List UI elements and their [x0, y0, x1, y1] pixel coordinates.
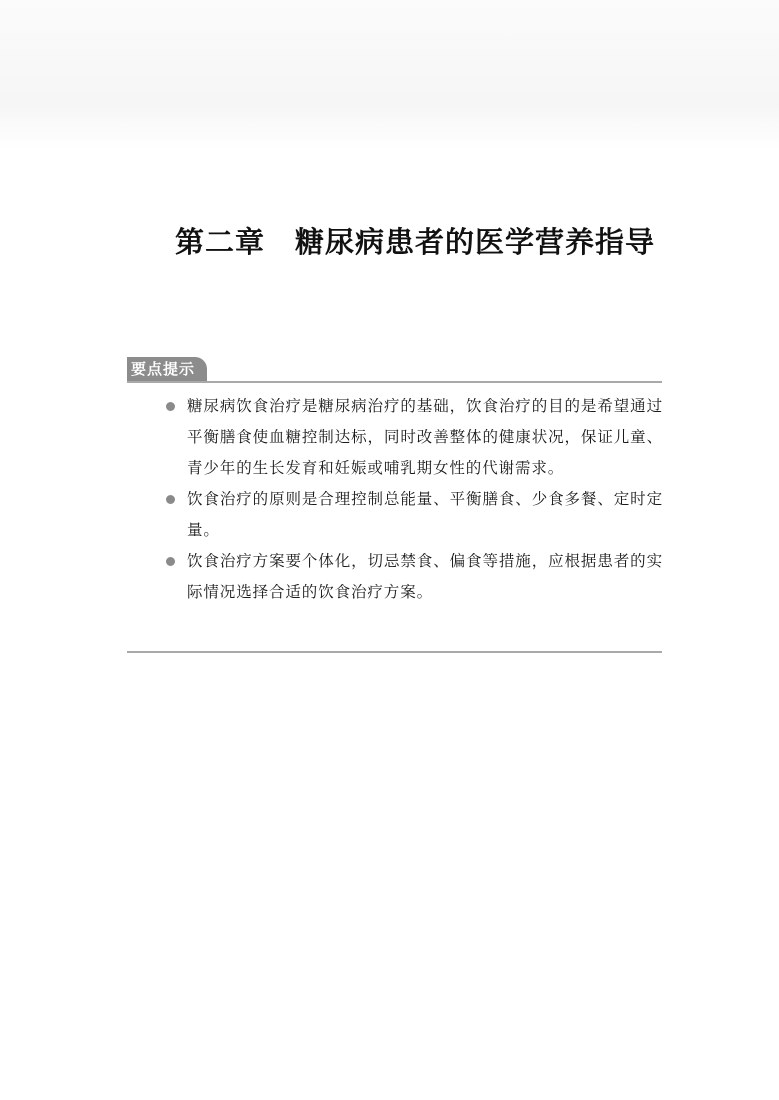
keypoint-item: [163, 546, 663, 608]
keypoints-box: [127, 357, 662, 653]
bullet-dot-icon: [166, 402, 175, 411]
bullet-dot-icon: [166, 557, 175, 566]
keypoints-list: [163, 391, 663, 608]
keypoint-text: 饮食治疗的原则是合理控制总能量、平衡膳食、少食多餐、定时定量。: [187, 490, 663, 539]
chapter-number: 第二章: [175, 225, 266, 259]
keypoint-item: [163, 391, 663, 484]
keypoint-item: [163, 484, 663, 546]
bullet-dot-icon: [166, 495, 175, 504]
chapter-name: 糖尿病患者的医学营养指导: [295, 225, 656, 259]
chapter-title: [175, 222, 675, 262]
keypoint-text: 饮食治疗方案要个体化，切忌禁食、偏食等措施，应根据患者的实际情况选择合适的饮食治疗方案。: [187, 552, 663, 601]
keypoint-text: 糖尿病饮食治疗是糖尿病治疗的基础，饮食治疗的目的是希望通过平衡膳食使血糖控制达标，同时改善整体的健康状况，保证儿童、青少年的生长发育和妊娠或哺乳期女性的代谢需求。: [187, 397, 663, 477]
keypoints-label: 要点提示: [127, 357, 207, 381]
keypoints-top-rule: [127, 381, 662, 383]
page-header-band: [0, 0, 779, 150]
keypoints-bottom-rule: [127, 651, 662, 653]
